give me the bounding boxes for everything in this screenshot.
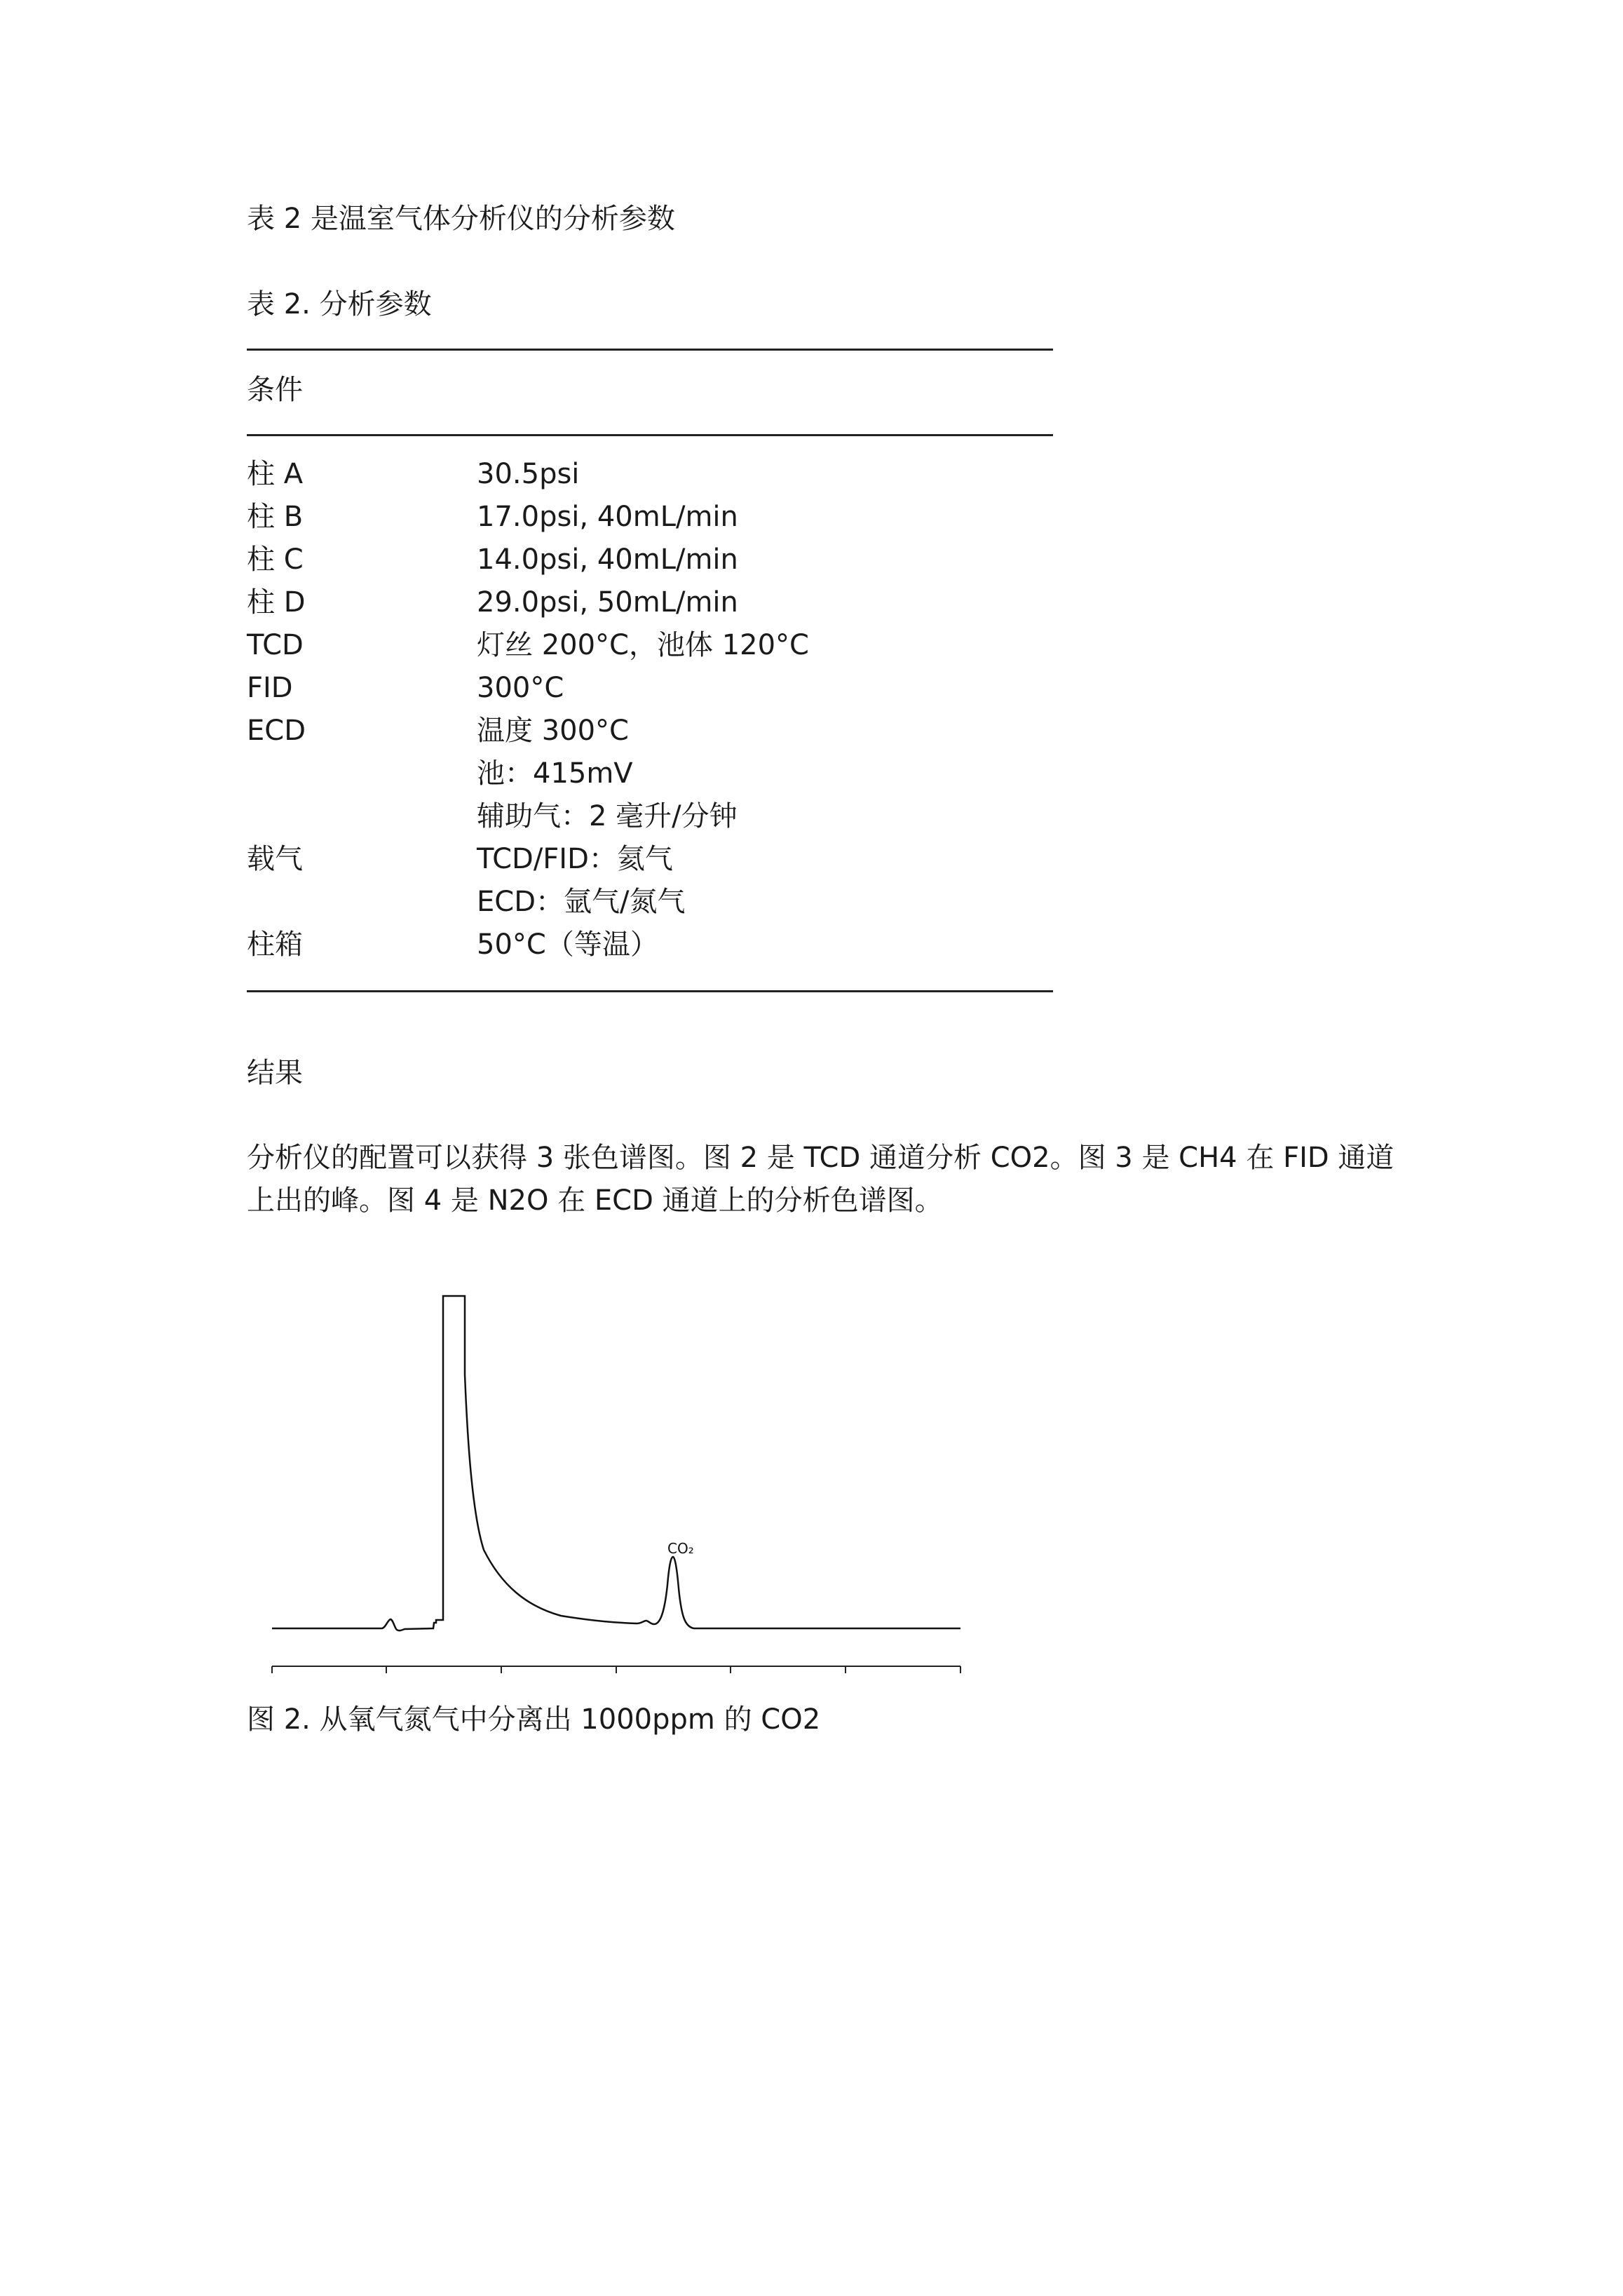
row-label: 载气 [247,843,303,875]
row-label: TCD [247,629,304,661]
row-value: 池：415mV [477,757,633,790]
row-value: 29.0psi, 50mL/min [477,586,738,619]
table-header-rule [247,434,1053,436]
table-bottom-rule [247,990,1053,992]
row-value: ECD：氩气/氮气 [477,886,686,918]
results-heading: 结果 [247,1057,303,1089]
row-value: 灯丝 200°C，池体 120°C [477,629,809,661]
table-caption: 表 2. 分析参数 [247,288,432,320]
table-row [247,624,1053,667]
row-label: 柱 C [247,543,304,576]
chromatogram-trace [272,1296,960,1630]
row-value: TCD/FID：氦气 [477,843,673,875]
row-label: 柱 A [247,458,304,490]
row-value: 30.5psi [477,458,580,490]
table-row [247,838,1053,924]
row-label: ECD [247,715,306,747]
row-label: 柱箱 [247,928,303,961]
row-label: 柱 D [247,586,306,619]
results-paragraph: 分析仪的配置可以获得 3 张色谱图。图 2 是 TCD 通道分析 CO2。图 3 是 CH4 在 FID 通道上出的峰。图 4 是 N2O 在 ECD 通道上的分析色谱图。 [247,1142,1394,1217]
figure-caption: 图 2. 从氧气氮气中分离出 1000ppm 的 CO2 [247,1703,821,1736]
row-value: 辅助气：2 毫升/分钟 [477,800,738,832]
table-row [247,667,1053,710]
chromatogram-figure [259,1283,975,1676]
table-top-rule [247,349,1053,351]
table-row [247,539,1053,581]
x-axis-ticks [272,1666,960,1673]
row-value: 14.0psi, 40mL/min [477,543,738,576]
table-row [247,710,1053,838]
row-value: 300°C [477,672,564,704]
row-value: 17.0psi, 40mL/min [477,501,738,533]
row-value: 50°C（等温） [477,928,658,961]
row-label: FID [247,672,293,704]
co2-peak-label: CO₂ [667,1540,694,1557]
table-row [247,453,1053,496]
table-row [247,924,1053,966]
table-header: 条件 [247,374,303,406]
table-row [247,581,1053,624]
table-row [247,496,1053,539]
row-value: 温度 300°C [477,715,629,747]
intro-text: 表 2 是温室气体分析仪的分析参数 [247,203,675,235]
row-label: 柱 B [247,501,304,533]
